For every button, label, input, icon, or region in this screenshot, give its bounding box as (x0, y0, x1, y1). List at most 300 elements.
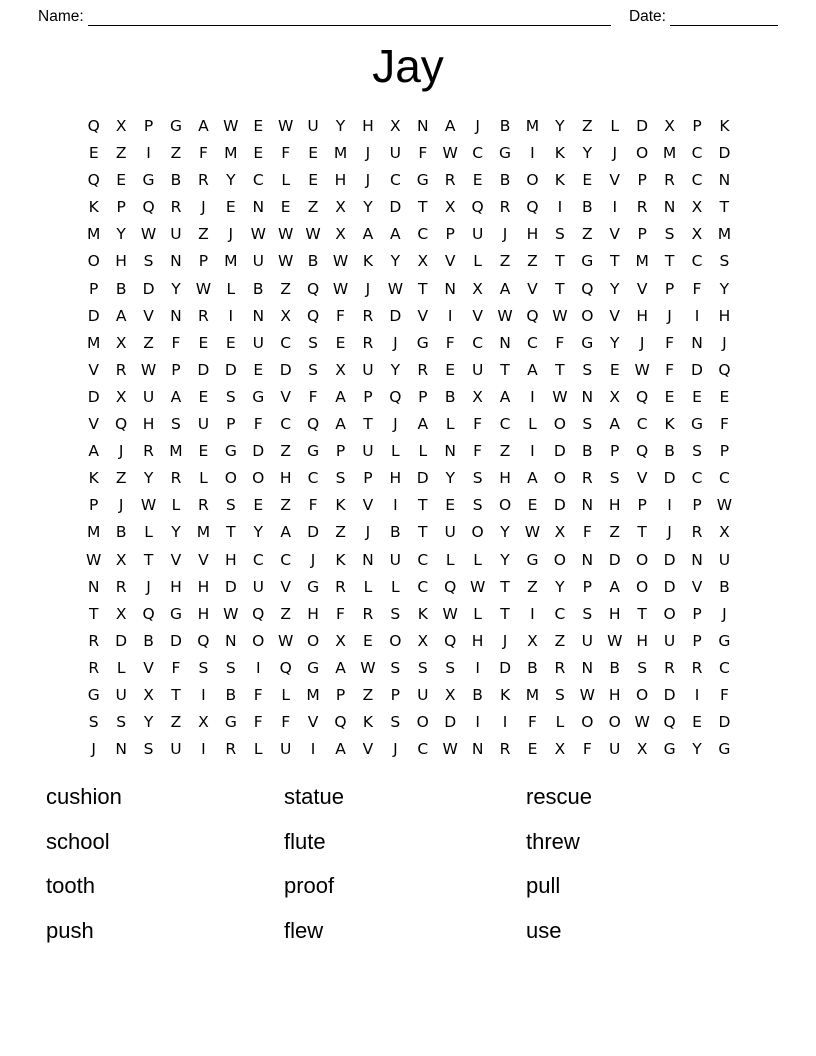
grid-cell[interactable]: O (553, 469, 566, 488)
grid-cell[interactable]: U (389, 550, 402, 569)
grid-cell[interactable]: L (555, 713, 565, 732)
grid-cell[interactable]: V (527, 279, 538, 298)
grid-cell[interactable]: B (225, 685, 237, 704)
grid-cell[interactable]: J (393, 415, 398, 434)
grid-cell[interactable]: E (527, 740, 538, 759)
grid-cell[interactable]: D (279, 360, 292, 379)
grid-cell[interactable]: I (201, 685, 206, 704)
grid-cell[interactable]: E (253, 360, 264, 379)
grid-cell[interactable]: D (718, 144, 731, 163)
grid-cell[interactable]: H (608, 496, 621, 515)
grid-cell[interactable]: Q (334, 713, 347, 732)
grid-cell[interactable]: J (667, 523, 672, 542)
grid-cell[interactable]: N (691, 550, 703, 569)
grid-cell[interactable]: T (500, 604, 510, 623)
grid-cell[interactable]: V (88, 415, 100, 434)
word-list-item[interactable]: threw (526, 828, 580, 854)
grid-cell[interactable]: Y (500, 523, 510, 542)
grid-cell[interactable]: N (471, 740, 484, 759)
grid-cell[interactable]: K (88, 198, 99, 217)
grid-cell[interactable]: E (198, 387, 209, 406)
grid-cell[interactable]: K (664, 415, 675, 434)
grid-cell[interactable]: P (445, 225, 455, 244)
grid-cell[interactable]: E (445, 360, 456, 379)
grid-cell[interactable]: O (389, 631, 402, 650)
grid-cell[interactable]: T (637, 604, 647, 623)
grid-cell[interactable]: Y (582, 144, 593, 163)
grid-cell[interactable]: F (308, 496, 318, 515)
grid-cell[interactable]: P (610, 442, 620, 461)
grid-cell[interactable]: X (444, 198, 456, 217)
grid-cell[interactable]: K (362, 252, 374, 271)
grid-cell[interactable]: G (224, 442, 237, 461)
grid-cell[interactable]: W (86, 550, 102, 569)
grid-cell[interactable]: V (143, 658, 154, 677)
grid-cell[interactable]: N (581, 550, 594, 569)
grid-cell[interactable]: I (530, 442, 535, 461)
grid-cell[interactable]: Z (527, 577, 538, 596)
grid-cell[interactable]: O (636, 144, 649, 163)
grid-cell[interactable]: X (444, 685, 456, 704)
grid-cell[interactable]: K (554, 171, 565, 190)
grid-cell[interactable]: D (663, 577, 676, 596)
grid-cell[interactable]: R (170, 469, 182, 488)
grid-cell[interactable]: T (555, 360, 565, 379)
grid-cell[interactable]: R (417, 360, 429, 379)
word-list-item[interactable]: proof (284, 873, 335, 898)
grid-cell[interactable]: P (582, 577, 592, 596)
grid-cell[interactable]: S (225, 658, 236, 677)
grid-cell[interactable]: B (252, 279, 264, 298)
grid-cell[interactable]: X (719, 523, 730, 542)
grid-cell[interactable]: C (719, 658, 730, 677)
grid-cell[interactable]: D (691, 360, 703, 379)
grid-cell[interactable]: L (473, 604, 482, 623)
grid-cell[interactable]: R (499, 198, 511, 217)
grid-cell[interactable]: J (91, 740, 96, 759)
grid-cell[interactable]: C (280, 415, 292, 434)
grid-cell[interactable]: V (198, 550, 209, 569)
grid-cell[interactable]: N (718, 171, 731, 190)
grid-cell[interactable]: G (307, 658, 320, 677)
grid-cell[interactable]: U (471, 360, 484, 379)
grid-cell[interactable]: K (335, 550, 346, 569)
grid-cell[interactable]: P (226, 415, 236, 434)
grid-cell[interactable]: A (609, 577, 621, 596)
grid-cell[interactable]: S (225, 387, 236, 406)
grid-cell[interactable]: B (527, 658, 538, 677)
grid-cell[interactable]: O (87, 252, 100, 271)
grid-cell[interactable]: R (499, 740, 511, 759)
grid-cell[interactable]: O (224, 469, 237, 488)
grid-cell[interactable]: U (362, 442, 374, 461)
grid-cell[interactable]: X (198, 713, 209, 732)
grid-cell[interactable]: J (612, 144, 618, 163)
grid-cell[interactable]: C (472, 144, 484, 163)
grid-cell[interactable]: H (142, 415, 155, 434)
grid-cell[interactable]: V (636, 279, 648, 298)
grid-cell[interactable]: B (472, 685, 483, 704)
date-input-line[interactable] (670, 11, 778, 26)
grid-cell[interactable]: V (170, 550, 182, 569)
grid-cell[interactable]: F (336, 306, 345, 325)
grid-cell[interactable]: H (334, 171, 347, 190)
grid-cell[interactable]: D (115, 631, 128, 650)
grid-cell[interactable]: I (694, 685, 700, 704)
grid-cell[interactable]: X (554, 523, 566, 542)
grid-cell[interactable]: U (252, 333, 264, 352)
grid-cell[interactable]: O (252, 631, 265, 650)
grid-cell[interactable]: L (253, 740, 263, 759)
grid-cell[interactable]: V (609, 306, 621, 325)
grid-cell[interactable]: S (308, 360, 318, 379)
grid-cell[interactable]: I (475, 713, 480, 732)
grid-cell[interactable]: B (307, 252, 319, 271)
grid-cell[interactable]: G (169, 604, 182, 623)
grid-cell[interactable]: M (662, 144, 677, 163)
grid-cell[interactable]: G (526, 550, 539, 569)
grid-cell[interactable]: T (664, 252, 675, 271)
grid-cell[interactable]: Q (197, 631, 210, 650)
grid-cell[interactable]: Y (609, 333, 620, 352)
grid-cell[interactable]: K (88, 469, 99, 488)
name-input-line[interactable] (88, 11, 611, 26)
grid-cell[interactable]: Z (554, 631, 566, 650)
grid-cell[interactable]: E (692, 387, 702, 406)
grid-cell[interactable]: V (362, 496, 374, 515)
grid-cell[interactable]: V (362, 740, 374, 759)
grid-cell[interactable]: F (418, 144, 428, 163)
grid-cell[interactable]: A (362, 225, 374, 244)
grid-cell[interactable]: F (582, 523, 592, 542)
grid-cell[interactable]: I (310, 740, 316, 759)
grid-cell[interactable]: Q (115, 415, 128, 434)
grid-cell[interactable]: A (527, 469, 538, 488)
grid-cell[interactable]: E (472, 171, 483, 190)
grid-cell[interactable]: Q (663, 713, 676, 732)
grid-cell[interactable]: W (278, 225, 294, 244)
grid-cell[interactable]: A (335, 415, 346, 434)
grid-cell[interactable]: U (417, 685, 429, 704)
grid-cell[interactable]: W (305, 225, 321, 244)
grid-cell[interactable]: F (473, 415, 483, 434)
grid-cell[interactable]: Q (636, 387, 649, 406)
grid-cell[interactable]: Y (226, 171, 236, 190)
grid-cell[interactable]: N (115, 740, 127, 759)
grid-cell[interactable]: M (196, 523, 211, 542)
grid-cell[interactable]: F (198, 144, 208, 163)
grid-cell[interactable]: M (224, 144, 238, 163)
grid-cell[interactable]: V (280, 577, 291, 596)
grid-cell[interactable]: J (393, 333, 398, 352)
grid-cell[interactable]: R (636, 198, 648, 217)
grid-cell[interactable]: W (332, 252, 349, 271)
grid-cell[interactable]: Z (499, 252, 511, 271)
grid-cell[interactable]: E (363, 631, 373, 650)
grid-cell[interactable]: Z (581, 225, 593, 244)
word-list-item[interactable]: statue (284, 784, 344, 809)
grid-cell[interactable]: F (253, 415, 263, 434)
grid-cell[interactable]: C (691, 144, 703, 163)
grid-cell[interactable]: Z (115, 144, 127, 163)
grid-cell[interactable]: S (637, 658, 648, 677)
grid-cell[interactable]: N (416, 117, 429, 135)
grid-cell[interactable]: X (115, 550, 127, 569)
grid-cell[interactable]: A (609, 415, 621, 434)
grid-cell[interactable]: Q (252, 604, 265, 623)
grid-cell[interactable]: K (719, 117, 730, 135)
grid-cell[interactable]: Z (362, 685, 374, 704)
grid-cell[interactable]: X (335, 225, 346, 244)
grid-cell[interactable]: R (88, 631, 100, 650)
grid-cell[interactable]: W (387, 279, 404, 298)
grid-cell[interactable]: M (635, 252, 649, 271)
grid-cell[interactable]: Z (198, 225, 209, 244)
grid-cell[interactable]: E (664, 387, 675, 406)
grid-cell[interactable]: L (528, 415, 537, 434)
grid-cell[interactable]: R (115, 360, 127, 379)
grid-cell[interactable]: M (87, 333, 101, 352)
grid-cell[interactable]: D (718, 713, 731, 732)
grid-cell[interactable]: T (226, 523, 236, 542)
grid-cell[interactable]: J (228, 225, 234, 244)
grid-cell[interactable]: Z (335, 523, 346, 542)
grid-cell[interactable]: W (634, 360, 650, 379)
grid-cell[interactable]: B (719, 577, 730, 596)
grid-cell[interactable]: T (418, 198, 428, 217)
grid-cell[interactable]: F (308, 387, 318, 406)
grid-cell[interactable]: A (88, 442, 100, 461)
grid-cell[interactable]: O (581, 713, 594, 732)
grid-cell[interactable]: W (140, 225, 157, 244)
grid-cell[interactable]: E (198, 333, 209, 352)
grid-cell[interactable]: Q (444, 631, 457, 650)
grid-cell[interactable]: F (719, 685, 729, 704)
grid-cell[interactable]: T (143, 550, 154, 569)
grid-cell[interactable]: T (500, 360, 510, 379)
grid-cell[interactable]: O (416, 713, 429, 732)
grid-cell[interactable]: H (307, 604, 319, 623)
grid-cell[interactable]: F (473, 442, 483, 461)
grid-cell[interactable]: P (390, 685, 401, 704)
grid-cell[interactable]: W (223, 604, 239, 623)
grid-cell[interactable]: P (692, 604, 702, 623)
grid-cell[interactable]: S (88, 713, 99, 732)
grid-cell[interactable]: C (417, 550, 429, 569)
grid-cell[interactable]: X (390, 117, 401, 135)
grid-cell[interactable]: E (253, 144, 264, 163)
grid-cell[interactable]: C (636, 415, 648, 434)
grid-cell[interactable]: R (691, 658, 703, 677)
grid-cell[interactable]: O (581, 306, 594, 325)
grid-cell[interactable]: D (87, 387, 100, 406)
grid-cell[interactable]: H (608, 604, 621, 623)
grid-cell[interactable]: G (416, 171, 429, 190)
grid-cell[interactable]: D (499, 658, 511, 677)
grid-cell[interactable]: R (581, 469, 593, 488)
grid-cell[interactable]: G (307, 577, 320, 596)
grid-cell[interactable]: Z (170, 713, 182, 732)
grid-cell[interactable]: B (444, 387, 456, 406)
grid-cell[interactable]: B (581, 442, 593, 461)
grid-cell[interactable]: C (417, 225, 429, 244)
grid-cell[interactable]: M (306, 685, 320, 704)
grid-cell[interactable]: D (224, 577, 237, 596)
grid-cell[interactable]: O (636, 577, 649, 596)
grid-cell[interactable]: G (416, 333, 429, 352)
grid-cell[interactable]: F (445, 333, 455, 352)
grid-cell[interactable]: L (418, 442, 428, 461)
grid-cell[interactable]: S (308, 333, 318, 352)
grid-cell[interactable]: Z (170, 144, 182, 163)
grid-cell[interactable]: H (636, 631, 648, 650)
grid-cell[interactable]: Y (609, 279, 620, 298)
grid-cell[interactable]: S (198, 658, 209, 677)
grid-cell[interactable]: I (502, 713, 508, 732)
grid-cell[interactable]: U (115, 685, 127, 704)
grid-cell[interactable]: N (581, 387, 594, 406)
grid-cell[interactable]: H (608, 685, 621, 704)
grid-cell[interactable]: V (307, 713, 319, 732)
grid-cell[interactable]: T (171, 685, 181, 704)
grid-cell[interactable]: S (390, 658, 401, 677)
grid-cell[interactable]: G (581, 333, 594, 352)
grid-cell[interactable]: E (253, 496, 264, 515)
grid-cell[interactable]: L (199, 469, 208, 488)
grid-cell[interactable]: B (170, 171, 182, 190)
grid-cell[interactable]: R (664, 171, 675, 190)
grid-cell[interactable]: Q (444, 577, 457, 596)
grid-cell[interactable]: J (365, 144, 371, 163)
grid-cell[interactable]: U (252, 252, 264, 271)
grid-cell[interactable]: R (115, 577, 127, 596)
grid-cell[interactable]: O (636, 685, 649, 704)
grid-cell[interactable]: S (116, 713, 127, 732)
grid-cell[interactable]: O (553, 415, 566, 434)
grid-cell[interactable]: J (310, 550, 316, 569)
grid-cell[interactable]: Z (280, 279, 291, 298)
grid-cell[interactable]: L (473, 252, 482, 271)
grid-cell[interactable]: J (722, 604, 727, 623)
word-list-item[interactable]: use (526, 917, 562, 943)
grid-cell[interactable]: M (525, 685, 540, 704)
word-list-item[interactable]: pull (526, 873, 561, 898)
word-list-item[interactable]: cushion (46, 784, 122, 809)
grid-cell[interactable]: V (609, 171, 621, 190)
grid-cell[interactable]: Z (280, 442, 291, 461)
grid-cell[interactable]: X (115, 333, 127, 352)
grid-cell[interactable]: D (608, 550, 621, 569)
grid-cell[interactable]: S (554, 225, 565, 244)
grid-cell[interactable]: P (692, 117, 702, 135)
grid-cell[interactable]: N (581, 496, 594, 515)
grid-cell[interactable]: Y (143, 469, 154, 488)
grid-cell[interactable]: P (116, 198, 126, 217)
grid-cell[interactable]: E (609, 360, 620, 379)
grid-cell[interactable]: O (252, 469, 265, 488)
grid-cell[interactable]: J (365, 279, 371, 298)
grid-cell[interactable]: D (142, 279, 155, 298)
grid-cell[interactable]: P (171, 360, 181, 379)
grid-cell[interactable]: U (142, 387, 155, 406)
grid-cell[interactable]: I (530, 144, 535, 163)
grid-cell[interactable]: R (170, 198, 182, 217)
grid-cell[interactable]: S (143, 740, 154, 759)
grid-cell[interactable]: O (636, 550, 649, 569)
grid-cell[interactable]: N (581, 658, 594, 677)
grid-cell[interactable]: H (718, 306, 731, 325)
grid-cell[interactable]: G (252, 387, 265, 406)
grid-cell[interactable]: D (663, 685, 676, 704)
grid-cell[interactable]: J (502, 631, 508, 650)
grid-cell[interactable]: L (144, 523, 153, 542)
grid-cell[interactable]: P (637, 225, 647, 244)
grid-cell[interactable]: I (694, 306, 700, 325)
grid-cell[interactable]: Z (527, 252, 538, 271)
grid-cell[interactable]: I (255, 658, 261, 677)
grid-cell[interactable]: I (393, 496, 398, 515)
grid-cell[interactable]: D (444, 713, 457, 732)
grid-cell[interactable]: W (469, 577, 486, 596)
grid-cell[interactable]: J (118, 442, 124, 461)
grid-cell[interactable]: W (716, 496, 733, 515)
grid-cell[interactable]: V (280, 387, 291, 406)
grid-cell[interactable]: D (416, 469, 429, 488)
grid-cell[interactable]: E (280, 198, 291, 217)
grid-cell[interactable]: N (691, 333, 703, 352)
grid-cell[interactable]: J (502, 225, 508, 244)
grid-cell[interactable]: F (171, 658, 181, 677)
grid-cell[interactable]: B (115, 279, 127, 298)
grid-cell[interactable]: I (146, 144, 151, 163)
grid-cell[interactable]: S (143, 252, 154, 271)
grid-cell[interactable]: Z (581, 117, 593, 135)
grid-cell[interactable]: C (417, 577, 429, 596)
grid-cell[interactable]: U (389, 144, 402, 163)
grid-cell[interactable]: L (226, 279, 236, 298)
grid-cell[interactable]: W (552, 306, 568, 325)
grid-cell[interactable]: C (252, 171, 264, 190)
grid-cell[interactable]: H (170, 577, 182, 596)
grid-cell[interactable]: A (444, 117, 456, 135)
grid-cell[interactable]: U (279, 740, 292, 759)
word-list-item[interactable]: flew (284, 917, 324, 943)
grid-cell[interactable]: E (308, 171, 318, 190)
grid-cell[interactable]: C (691, 252, 703, 271)
grid-cell[interactable]: H (279, 469, 292, 488)
grid-cell[interactable]: O (471, 523, 484, 542)
grid-cell[interactable]: D (389, 306, 402, 325)
grid-cell[interactable]: Q (87, 117, 100, 135)
grid-cell[interactable]: C (691, 171, 703, 190)
grid-cell[interactable]: E (527, 496, 538, 515)
grid-cell[interactable]: D (663, 469, 676, 488)
grid-cell[interactable]: U (444, 523, 456, 542)
grid-cell[interactable]: W (223, 117, 239, 135)
grid-cell[interactable]: S (719, 252, 730, 271)
grid-cell[interactable]: K (362, 713, 374, 732)
grid-cell[interactable]: U (307, 117, 319, 135)
grid-cell[interactable]: V (88, 360, 100, 379)
grid-cell[interactable]: W (634, 713, 650, 732)
grid-cell[interactable]: Y (555, 117, 565, 135)
grid-cell[interactable]: H (526, 225, 539, 244)
grid-cell[interactable]: N (663, 198, 676, 217)
grid-cell[interactable]: P (335, 442, 346, 461)
grid-cell[interactable]: N (444, 279, 456, 298)
grid-cell[interactable]: Z (499, 442, 511, 461)
grid-cell[interactable]: B (390, 523, 401, 542)
